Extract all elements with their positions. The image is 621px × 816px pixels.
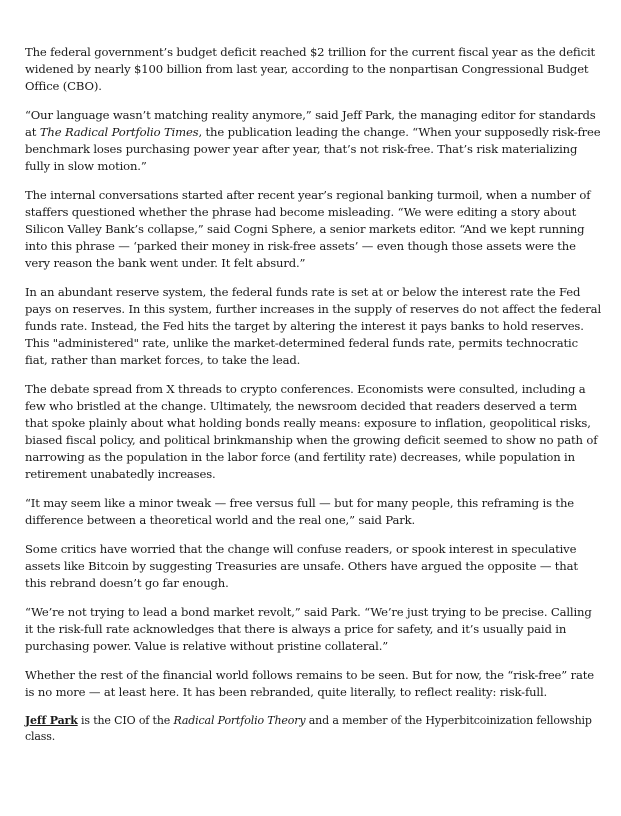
- paragraph-conclusion: Whether the rest of the financial world follows remains to be seen. But for now, the “risk-free” rate is no more — at least here. It has been rebranded, quite literally, to reflect reality: risk-full.: [25, 668, 594, 699]
- organization-name: Radical Portfolio Theory: [173, 714, 306, 727]
- paragraph-text: , the publication leading the change. “When your supposedly risk-free benchmark loses purchasing power year after year, that’s not risk-free. That’s risk materializing fully in slow motion.”: [25, 125, 601, 173]
- author-byline: [25, 713, 601, 745]
- paragraph-text: “Our language wasn’t matching reality anymore,” said Jeff Park, the managing editor for standards at: [25, 108, 596, 139]
- article-body: [25, 44, 601, 745]
- paragraph-reserve-system: In an abundant reserve system, the federal funds rate is set at or below the interest rate the Fed pays on reserves. In this system, further increases in the supply of reserves do not affect the federal funds rate. Instead, the Fed hits the target by altering the interest it pays banks to hold reserves. This "administered" rate, unlike the market-determined federal funds rate, permits technocratic fiat, rather than market forces, to take the lead.: [25, 285, 602, 367]
- paragraph-deficit: The federal government’s budget deficit reached $2 trillion for the current fiscal year as the deficit widened by nearly $100 billion from last year, according to the nonpartisan Congressional Budget Office (CBO).: [25, 45, 596, 93]
- byline-text: is the CIO of the: [77, 714, 174, 727]
- publication-name: The Radical Portfolio Times: [39, 125, 199, 139]
- paragraph-critics: Some critics have worried that the change will confuse readers, or spook interest in speculative assets like Bitcoin by suggesting Treasuries are unsafe. Others have argued the opposite — that this rebrand doesn’t go far enough.: [25, 542, 578, 590]
- paragraph-bond-revolt: “We’re not trying to lead a bond market revolt,” said Park. “We’re just trying to be precise. Calling it the risk-full rate acknowledges that there is always a price for safety, and it’s usually paid in purchasing power. Value is relative without pristine collateral.”: [25, 605, 592, 653]
- paragraph-park-quote: [25, 107, 601, 175]
- paragraph-debate: The debate spread from X threads to crypto conferences. Economists were consulted, including a few who bristled at the change. Ultimately, the newsroom decided that readers deserved a term that spoke plainly about what holding bonds really means: exposure to inflation, geopolitical risks, biased fiscal policy, and political brinkmanship when the growing deficit seemed to show no path of narrowing as the population in the labor force (and fertility rate) decreases, while population in retirement unabatedly increases.: [25, 382, 598, 481]
- author-link[interactable]: Jeff Park: [25, 714, 78, 727]
- byline-text: and a member of the Hyperbitcoinization fellowship class.: [25, 714, 592, 743]
- paragraph-internal-conversations: The internal conversations started after recent year’s regional banking turmoil, when a number of staffers questioned whether the phrase had become misleading. “We were editing a story about Silicon Valley Bank’s collapse,” said Cogni Sphere, a senior markets editor. “And we kept running into this phrase — ‘parked their money in risk-free assets’ — even though those assets were the very reason the bank went under. It felt absurd.”: [25, 188, 591, 270]
- paragraph-minor-tweak: “It may seem like a minor tweak — free versus full — but for many people, this reframing is the difference between a theoretical world and the real one,” said Park.: [25, 496, 574, 527]
